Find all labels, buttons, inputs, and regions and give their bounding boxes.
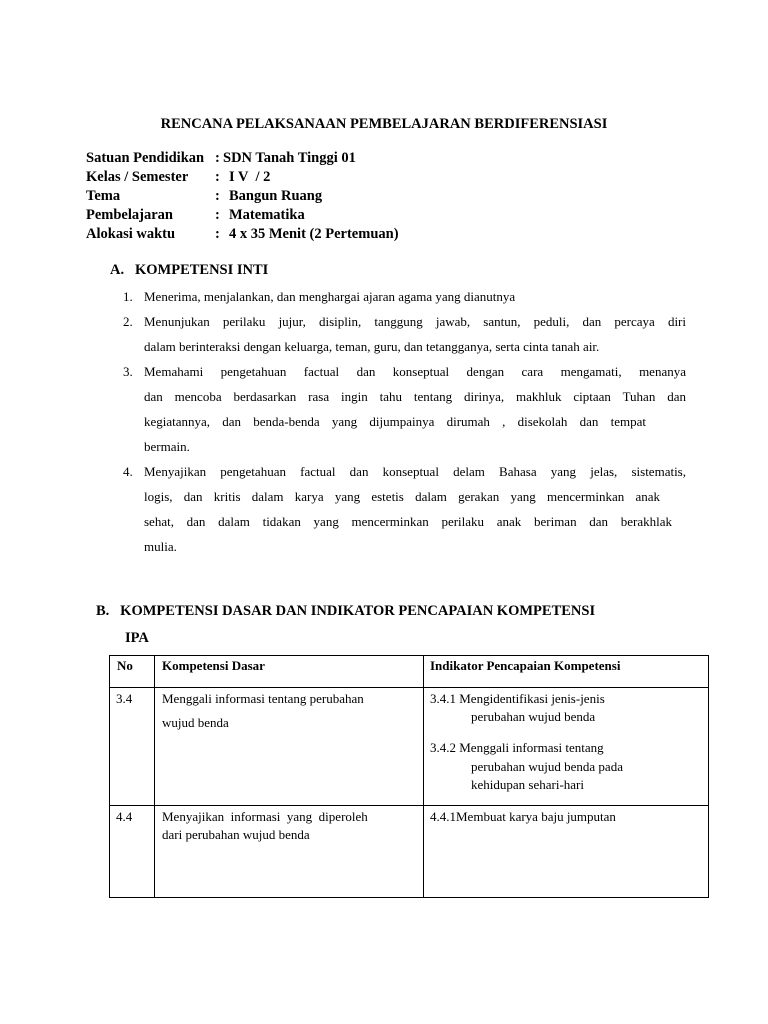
identity-value-theme: Bangun Ruang — [229, 188, 323, 204]
document-title: RENCANA PELAKSANAAN PEMBELAJARAN BERDIFERENSIASI — [160, 116, 608, 132]
indicator-line: 3.4.1 Mengidentifikasi jenis-jenis — [430, 691, 605, 706]
list-item-line: Memahami pengetahuan factual dan konseptual dengan cara mengamati, menanya — [144, 364, 686, 379]
identity-value-subject: Matematika — [229, 207, 305, 223]
table-header-cell — [155, 656, 424, 688]
table-row — [110, 806, 709, 898]
kd-line: Menyajikan informasi yang diperoleh — [162, 809, 368, 824]
identity-label: Alokasi waktu — [86, 226, 176, 242]
section-b-heading: B. KOMPETENSI DASAR DAN INDIKATOR PENCAPAIAN KOMPETENSI — [96, 603, 596, 619]
identity-colon: : — [215, 150, 220, 166]
identity-colon: : — [215, 226, 220, 242]
indicator-line: 4.4.1Membuat karya baju jumputan — [430, 809, 616, 824]
list-item-line: Menerima, menjalankan, dan menghargai ajaran agama yang dianutnya — [144, 289, 516, 304]
identity-label: Pembelajaran — [86, 207, 173, 223]
header-no: No — [117, 658, 133, 673]
list-item-line: sehat, dan dalam tidakan yang mencerminkan perilaku anak beriman dan berakhlak — [144, 514, 672, 529]
table-cell-kd — [155, 688, 424, 806]
list-item-line: dalam berinteraksi dengan keluarga, teman, guru, dan tetangganya, serta cinta tanah air. — [144, 339, 600, 354]
identity-value-time: 4 x 35 Menit (2 Pertemuan) — [229, 226, 399, 242]
indicator-line: perubahan wujud benda — [471, 709, 596, 724]
list-item-number: 3. — [123, 364, 133, 379]
indicator-line: perubahan wujud benda pada — [471, 759, 623, 774]
identity-label: Kelas / Semester — [86, 169, 189, 185]
list-item-number: 1. — [123, 289, 133, 304]
row-number: 3.4 — [116, 691, 133, 706]
table-cell-kd — [155, 806, 424, 898]
table-cell-no — [110, 806, 155, 898]
indicator-line: 3.4.2 Menggali informasi tentang — [430, 740, 604, 755]
table-cell-indicators — [424, 688, 709, 806]
indicator-line: kehidupan sehari-hari — [471, 777, 584, 792]
kd-line: dari perubahan wujud benda — [162, 827, 310, 842]
list-item-number: 4. — [123, 464, 133, 479]
section-b-subheading: IPA — [125, 630, 149, 646]
identity-value-class: I V / 2 — [229, 169, 271, 185]
identity-colon: : — [215, 207, 220, 223]
section-a-heading: A. KOMPETENSI INTI — [110, 262, 269, 278]
kd-line: Menggali informasi tentang perubahan — [162, 691, 364, 706]
list-item-line: dan mencoba berdasarkan rasa ingin tahu tentang dirinya, makhluk ciptaan Tuhan dan — [144, 389, 686, 404]
identity-label: Tema — [86, 188, 121, 204]
list-item-line: Menyajikan pengetahuan factual dan konseptual delam Bahasa yang jelas, sistematis, — [144, 464, 686, 479]
table-cell-indicators — [424, 806, 709, 898]
list-item-line: Menunjukan perilaku jujur, disiplin, tanggung jawab, santun, peduli, dan percaya diri — [144, 314, 686, 329]
identity-label: Satuan Pendidikan — [86, 150, 205, 166]
kompetensi-table — [109, 655, 709, 898]
list-item-line: kegiatannya, dan benda-benda yang dijumpainya dirumah , disekolah dan tempat — [144, 414, 646, 429]
table-cell-no — [110, 688, 155, 806]
table-header-cell — [424, 656, 709, 688]
header-kompetensi-dasar: Kompetensi Dasar — [162, 658, 265, 673]
identity-colon: : — [215, 169, 220, 185]
identity-colon: : — [215, 188, 220, 204]
kd-line: wujud benda — [162, 715, 229, 730]
list-item-line: bermain. — [144, 439, 190, 454]
list-item-line: mulia. — [144, 539, 177, 554]
table-row — [110, 688, 709, 806]
row-number: 4.4 — [116, 809, 133, 824]
table-header-row — [110, 656, 709, 688]
identity-value-school: SDN Tanah Tinggi 01 — [223, 150, 356, 166]
list-item-line: logis, dan kritis dalam karya yang estetis dalam gerakan yang mencerminkan anak — [144, 489, 660, 504]
header-indikator: Indikator Pencapaian Kompetensi — [430, 658, 621, 673]
table-header-cell — [110, 656, 155, 688]
list-item-number: 2. — [123, 314, 133, 329]
